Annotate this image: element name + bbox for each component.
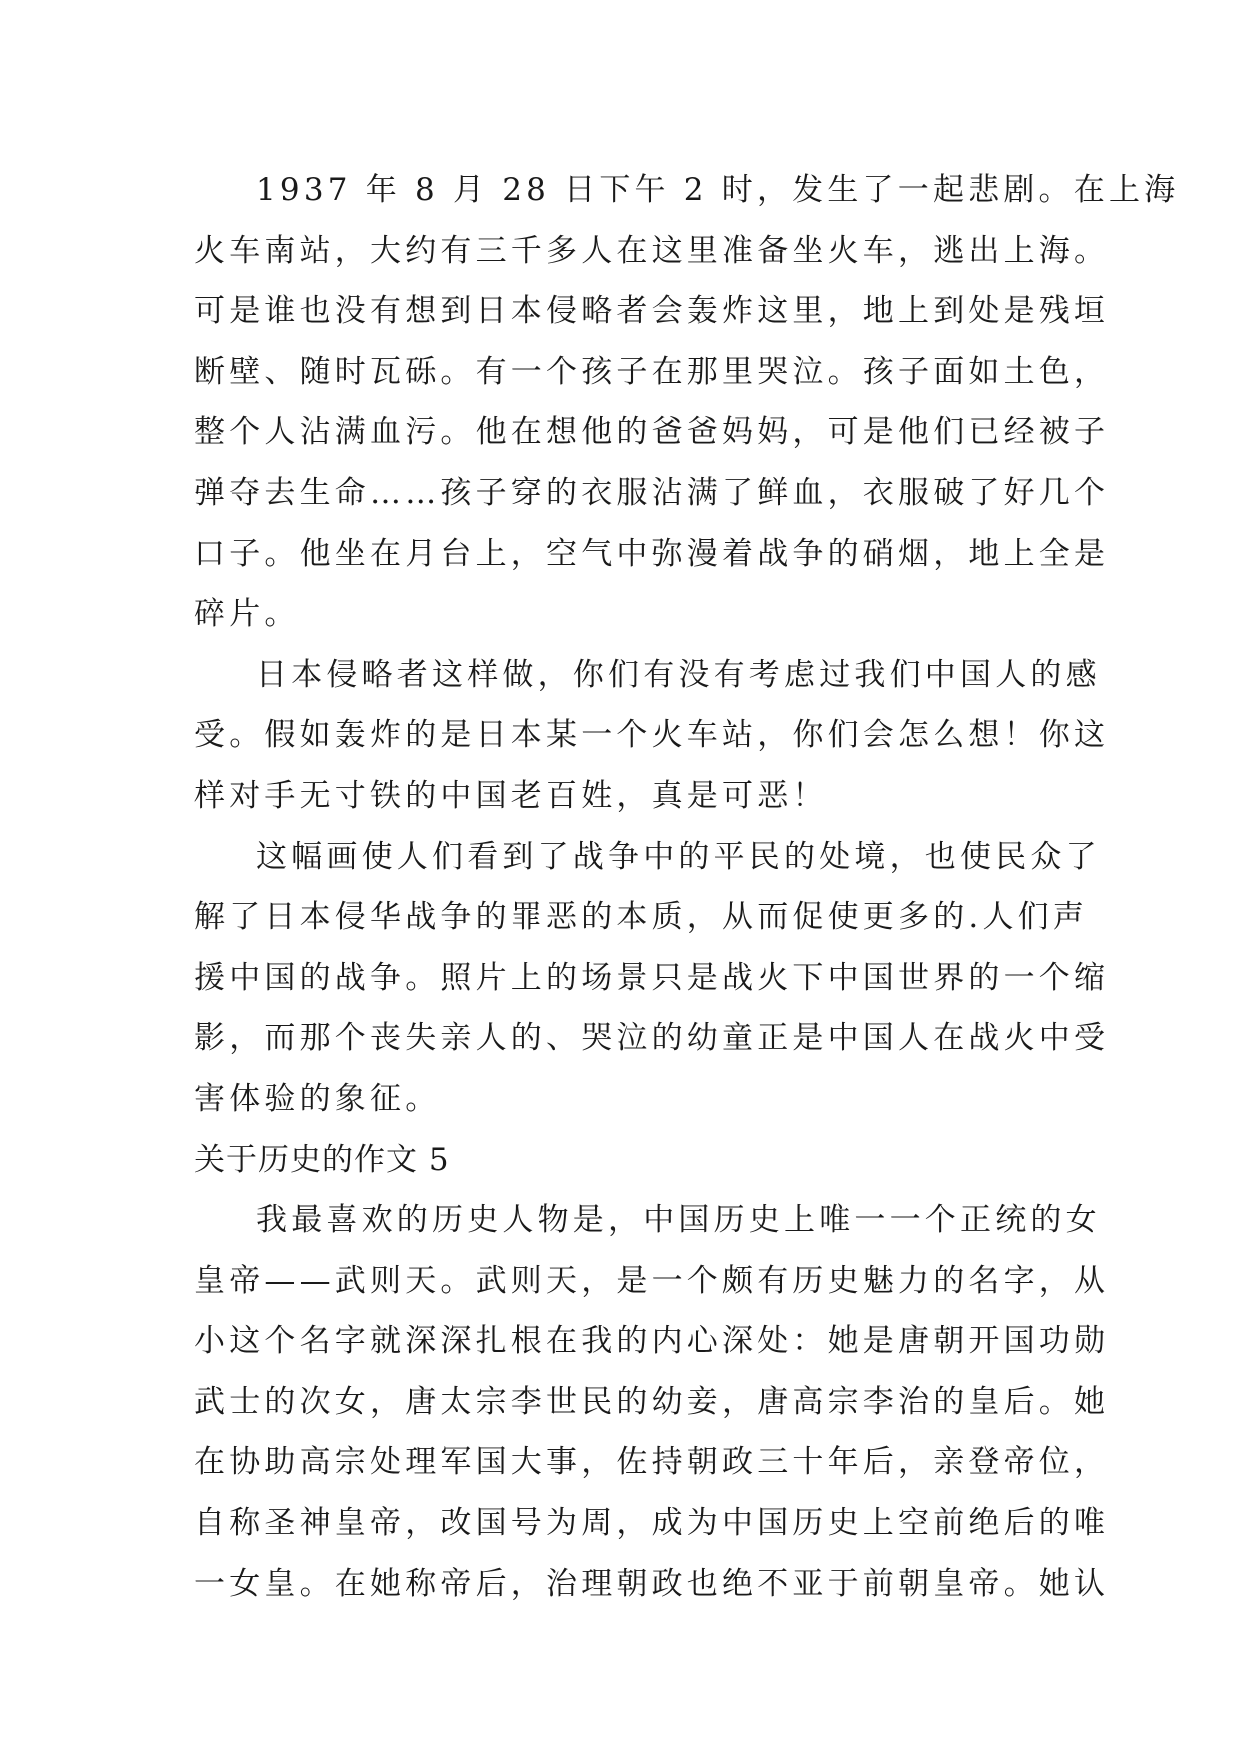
paragraph-line: 这幅画使人们看到了战争中的平民的处境，也使民众了 — [256, 838, 1101, 875]
paragraph-line: 皇帝——武则天。武则天，是一个颇有历史魅力的名字，从 — [194, 1262, 1110, 1299]
paragraph-line: 武士的次女，唐太宗李世民的幼妾，唐高宗李治的皇后。她 — [194, 1383, 1110, 1420]
paragraph-line: 援中国的战争。照片上的场景只是战火下中国世界的一个缩 — [194, 959, 1110, 996]
paragraph-line: 可是谁也没有想到日本侵略者会轰炸这里，地上到处是残垣 — [194, 293, 1110, 330]
paragraph-line: 整个人沾满血污。他在想他的爸爸妈妈，可是他们已经被子 — [194, 414, 1110, 451]
paragraph-line: 断壁、随时瓦砾。有一个孩子在那里哭泣。孩子面如土色， — [194, 353, 1110, 390]
paragraph-line: 在协助高宗处理军国大事，佐持朝政三十年后，亲登帝位， — [194, 1444, 1110, 1481]
paragraph-line: 小这个名字就深深扎根在我的内心深处：她是唐朝开国功勋 — [194, 1323, 1110, 1360]
paragraph-line: 解了日本侵华战争的罪恶的本质，从而促使更多的.人们声 — [194, 899, 1089, 936]
paragraph-line: 影，而那个丧失亲人的、哭泣的幼童正是中国人在战火中受 — [194, 1020, 1110, 1057]
paragraph-line: 1937 年 8 月 28 日下午 2 时，发生了一起悲剧。在上海 — [256, 172, 1180, 208]
paragraph-line: 口子。他坐在月台上，空气中弥漫着战争的硝烟，地上全是 — [194, 535, 1110, 572]
paragraph-line: 我最喜欢的历史人物是，中国历史上唯一一个正统的女 — [256, 1202, 1101, 1239]
paragraph-line: 一女皇。在她称帝后，治理朝政也绝不亚于前朝皇帝。她认 — [194, 1565, 1110, 1602]
section-heading: 关于历史的作文 5 — [194, 1141, 450, 1178]
paragraph-line: 自称圣神皇帝，改国号为周，成为中国历史上空前绝后的唯 — [194, 1505, 1110, 1542]
paragraph-line: 样对手无寸铁的中国老百姓，真是可恶！ — [194, 777, 828, 814]
paragraph-line: 害体验的象征。 — [194, 1080, 441, 1117]
paragraph-line: 日本侵略者这样做，你们有没有考虑过我们中国人的感 — [256, 656, 1101, 693]
paragraph-line: 火车南站，大约有三千多人在这里准备坐火车，逃出上海。 — [194, 232, 1110, 269]
paragraph-line: 弹夺去生命……孩子穿的衣服沾满了鲜血，衣服破了好几个 — [194, 474, 1110, 511]
paragraph-line: 受。假如轰炸的是日本某一个火车站，你们会怎么想！你这 — [194, 717, 1110, 754]
document-body — [194, 160, 1180, 1614]
paragraph-line: 碎片。 — [194, 596, 300, 633]
